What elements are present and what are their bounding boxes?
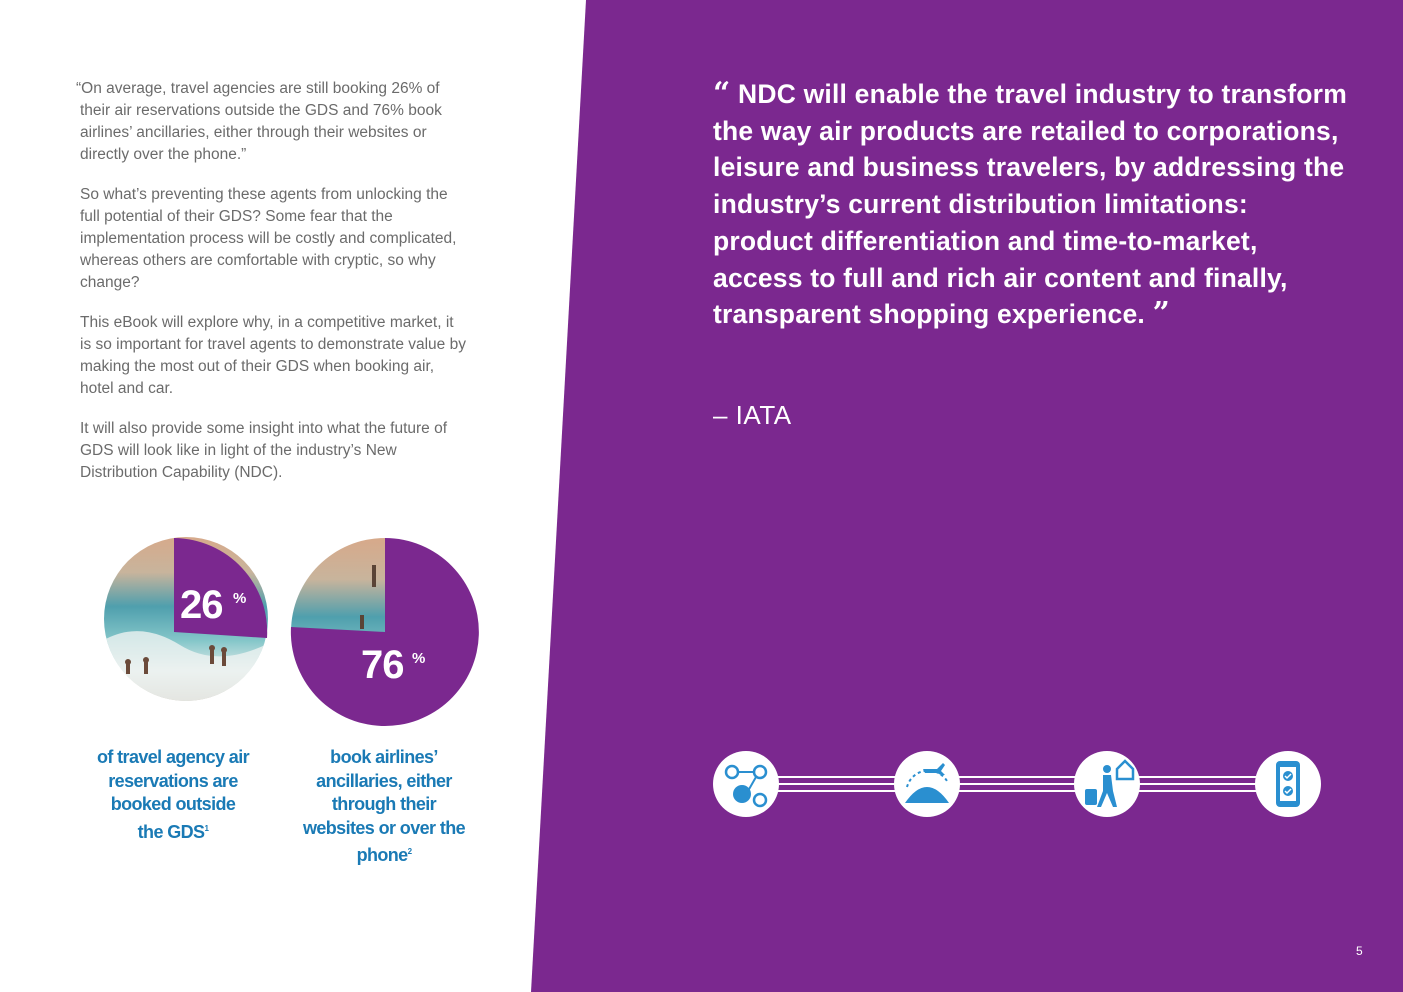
checklist-phone-icon: [1255, 751, 1321, 817]
icon-timeline: [712, 751, 1324, 821]
open-quote-mark: “: [713, 76, 731, 111]
paragraph-stat-quote: “On average, travel agencies are still booking 26% of their air reservations outside the GDS and 76% book airlines’ ancillaries, either through their websites or directly over the phone.”: [76, 80, 442, 163]
quote-attribution: – IATA: [713, 400, 792, 430]
paragraph-preventing: So what’s preventing these agents from unlocking the full potential of their GDS? Some fear that the implementation process will be costly and complicated, whereas others are comfortable with cryptic, so why change?: [80, 186, 457, 291]
plane-globe-icon: [894, 751, 960, 817]
stat-26-unit: %: [233, 590, 247, 607]
traveler-home-icon: [1074, 751, 1140, 817]
page-number: 5: [1356, 944, 1363, 958]
stat-76-number: 76: [361, 643, 404, 687]
stat-26-label-text: of travel agency air reservations are booked outside the GDS: [96, 747, 250, 842]
iata-quote: [713, 76, 1353, 333]
stat-76-unit: %: [412, 650, 426, 667]
footnote-2: 2: [407, 847, 412, 856]
network-gear-icon: [713, 751, 779, 817]
paragraph-ebook-explore: This eBook will explore why, in a competitive market, it is so important for travel agents to demonstrate value by making the most out of their GDS when booking air, hotel and car.: [80, 314, 466, 397]
paragraph-future-gds: It will also provide some insight into what the future of GDS will look like in light of the industry’s New Distribution Capability (NDC).: [80, 420, 448, 481]
close-quote-mark: ”: [1152, 296, 1171, 332]
stat-26-number: 26: [180, 583, 223, 627]
stat-76-label-text: book airlines’ ancillaries, either through their websites or over the phone: [302, 747, 466, 865]
stat-pies: [0, 0, 560, 740]
footnote-1: 1: [204, 823, 209, 833]
stat-76-label: [300, 746, 468, 868]
quote-text: NDC will enable the travel industry to transform the way air products are retailed to corporations, leisure and business travelers, by addressing the industry’s current distribution limitations: product differentiation and time-to-market, access to full and rich air content and finally, transparent shopping experience.: [713, 79, 1347, 330]
stat-26-label: [96, 746, 250, 844]
